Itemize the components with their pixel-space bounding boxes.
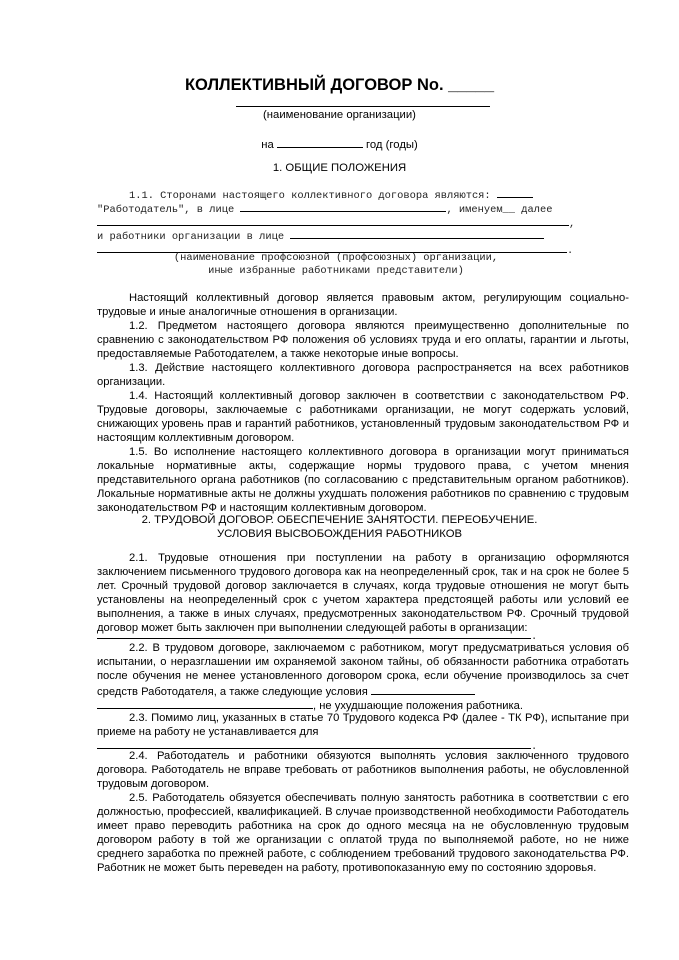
paragraph-2-3: 2.3. Помимо лиц, указанных в статье 70 Трудового кодекса РФ (далее - ТК РФ), испытание при приеме на работу не устанавливается для [97,712,629,738]
paragraph-2-2-tail-text: , не ухудшающие положения работника. [313,700,523,712]
paragraph-2-5: 2.5. Работодатель обязуется обеспечивать полную занятость работника в соответствии с его должностью, профессией, квалификацией. В случае производственной необходимости Работодатель имеет право переводить работника на срок до одного месяца на не обусловленную трудовым договором работу в той же организации с оплатой труда по выполняемой работе, но не ниже среднего заработка по прежней работе, с соблюдением требований трудового законодательства РФ. Работник не может быть переведен на работу, противопоказанную ему по состоянию здоровья. [97,792,629,874]
section-1-title: 1. ОБЩИЕ ПОЛОЖЕНИЯ [272,162,407,174]
additional-conditions-blank [371,684,475,695]
union-caption-2: иные избранные работниками представители) [208,265,464,277]
paragraph-2-2-text: 2.2. В трудовом договоре, заключаемом с работником, могут предусматриваться условия об испытании, о неразглашении им охраняемой законом тайны, об обязанности работника отработать после обучения не менее установленного договором срока, если обучение производилось за счет средств Работодателя, а также следующие условия [97,642,629,698]
additional-conditions-blank-2 [97,698,313,709]
section-2-title-line-1: 2. ТРУДОВОЙ ДОГОВОР. ОБЕСПЕЧЕНИЕ ЗАНЯТОСТИ. ПЕРЕОБУЧЕНИЕ. [141,514,538,526]
paragraph-2-1-fill: . [97,628,575,644]
term-line [0,136,679,152]
employees-representative-blank [290,228,544,239]
organization-caption: (наименование организации) [263,109,416,121]
parties-line-4: . [97,242,575,258]
employer-alias-text: , именуем__ далее [446,204,553,216]
term-prefix: на [261,139,274,151]
probation-exempt-blank [97,738,531,749]
fixed-term-work-blank [97,628,531,639]
parties-line-1-text: 1.1. Сторонами настоящего коллективного договора являются: [129,190,491,202]
paragraph-1-3: 1.3. Действие настоящего коллективного договора распространяется на всех работников организации. [97,362,629,388]
term-blank [277,136,363,148]
term-suffix: год (годы) [366,139,418,151]
paragraph-2-3-fill: . [97,738,575,754]
paragraph-2-1: 2.1. Трудовые отношения при поступлении на работу в организацию оформляются заключением письменного трудового договора как на неопределенный срок, так и на срок не более 5 лет. Срочный трудовой договор заключается в случаях, когда трудовые отношения не могут быть установлены на неопределенный срок с учетом характера предстоящей работы или условий ее выполнения, а также в иных случаях, предусмотренных законодательством РФ. Срочный трудовой договор может быть заключен при выполнении следующей работы в организации: [97,552,629,634]
section-2-title-line-2: УСЛОВИЯ ВЫСВОБОЖДЕНИЯ РАБОТНИКОВ [216,528,463,540]
employees-label: и работники организации в лице [97,231,285,243]
parties-blank-1 [497,187,533,198]
employer-label: "Работодатель", в лице [97,204,235,216]
employer-representative-blank [240,201,446,212]
paragraph-1-4: 1.4. Настоящий коллективный договор заключен в соответствии с законодательством РФ. Трудовые договоры, заключаемые с работниками организации, не могут содержать условий, снижающих уровень прав и гарантий работников, установленный трудовым законодательством РФ и настоящим коллективным договором. [97,390,629,444]
paragraph-2-4: 2.4. Работодатель и работники обязуются выполнять условия заключенного трудового договора. Работодатель не вправе требовать от работников выполнения работы, не обусловленной трудовым договором. [97,750,629,790]
paragraph-1-2: 1.2. Предметом настоящего договора являются преимущественно дополнительные по сравнению с законодательством РФ положения об условиях труда и его оплаты, гарантии и льготы, предоставляемые Работодателем, а также некоторые иные вопросы. [97,320,629,360]
parties-line-3-fill: , [97,215,575,231]
paragraph-2-2 [97,642,629,700]
document-title: КОЛЛЕКТИВНЫЙ ДОГОВОР No. _____ [184,76,495,94]
paragraph-intro: Настоящий коллективный договор является правовым актом, регулирующим социально-трудовые и иные аналогичные отношения в организации. [97,292,629,318]
union-caption-1: (наименование профсоюзной (профсоюзных) организации, [173,252,499,264]
employer-alias-blank [97,215,569,226]
organization-name-line [236,106,490,107]
section-2-title [0,513,679,541]
paragraph-1-5: 1.5. Во исполнение настоящего коллективного договора в организации могут приниматься локальные нормативные акты, содержащие нормы трудового права, с учетом мнения представительного органа работников (по согласованию с представительным органом работников). Локальные нормативные акты не должны ухудшать положения работников по сравнению с трудовым законодательством РФ и настоящим коллективным договором. [97,446,629,514]
